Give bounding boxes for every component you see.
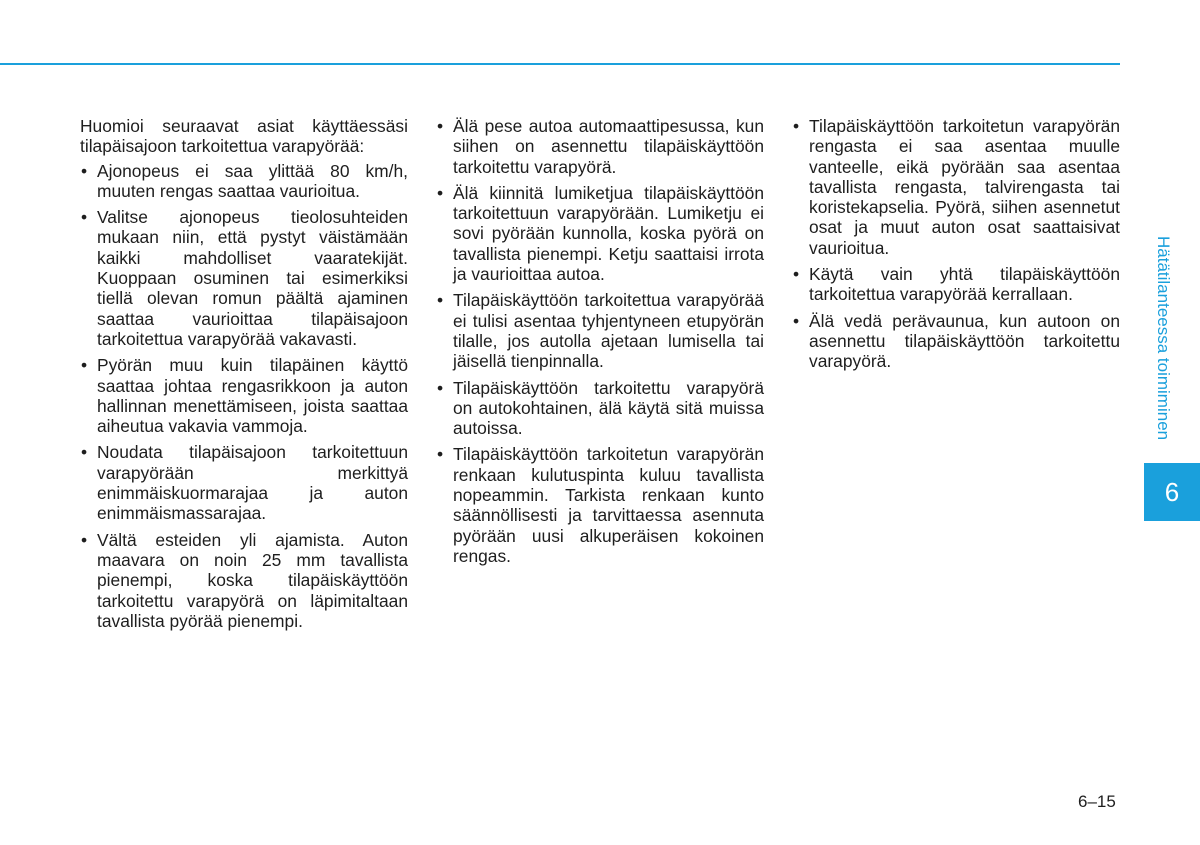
list-item-text: Älä kiinnitä lumiketjua tilapäiskäyttöön tarkoitettuun varapyörään. Lumiketju ei sovi pyörään kunnolla, koska pyörä on tavallista pienempi. Ketju saattaisi irrota ja vaurioittaa autoa. (453, 182, 764, 285)
chapter-tab: 6 (1144, 463, 1200, 521)
list-item-text: Vältä esteiden yli ajamista. Auton maavara on noin 25 mm tavallista pienempi, koska tilapäiskäyttöön tarkoitettu varapyörä on läpimitaltaan tavallista pyörää pienempi. (97, 529, 408, 631)
bullet-icon: • (437, 444, 444, 465)
bullet-icon: • (437, 290, 444, 311)
list-item-text: Pyörän muu kuin tilapäinen käyttö saattaa johtaa rengasrikkoon ja auton hallinnan menettämiseen, joista saattaa aiheutua vakavia vammoja. (97, 355, 408, 437)
bullet-icon: • (81, 207, 88, 228)
bullet-list (792, 116, 1120, 372)
list-item (80, 530, 408, 631)
bullet-list (80, 161, 408, 632)
bullet-icon: • (793, 264, 800, 285)
list-item-text: Tilapäiskäyttöön tarkoitetun varapyörän rengasta ei saa asentaa muulle vanteelle, eikä pyörään saa asentaa tavallista rengasta, talvirengasta tai koristekapselia. Pyörä, siihen asennetut osat ja muut auton osat saattaisivat vaurioitua. (809, 116, 1120, 258)
list-item-text: Käytä vain yhtä tilapäiskäyttöön tarkoitettua varapyörää kerrallaan. (809, 264, 1120, 305)
intro-paragraph: Huomioi seuraavat asiat käyttäessäsi tilapäisajoon tarkoitettua varapyörää: (80, 116, 408, 157)
list-item (80, 442, 408, 523)
list-item-text: Älä pese autoa automaattipesussa, kun siihen on asennettu tilapäiskäyttöön tarkoitettu varapyörä. (453, 116, 764, 177)
bullet-icon: • (81, 529, 88, 550)
list-item-text: Ajonopeus ei saa ylittää 80 km/h, muuten rengas saattaa vaurioitua. (97, 160, 408, 201)
bullet-icon: • (437, 116, 444, 136)
column-1 (80, 116, 408, 637)
list-item (436, 290, 764, 371)
bullet-icon: • (81, 160, 88, 181)
list-item (792, 311, 1120, 372)
list-item (436, 116, 764, 177)
list-item-text: Tilapäiskäyttöön tarkoitettua varapyörää ei tulisi asentaa tyhjentyneen etupyörän tilalle, jos autolla ajetaan lumisella tai jäisellä tienpinnalla. (453, 290, 764, 372)
list-item (80, 161, 408, 202)
list-item (436, 183, 764, 284)
bullet-icon: • (81, 355, 88, 376)
section-title: Hätätilanteessa toimiminen (1154, 236, 1173, 441)
list-item-text: Tilapäiskäyttöön tarkoitettu varapyörä on autokohtainen, älä käytä sitä muissa autoissa. (453, 377, 764, 439)
list-item-text: Valitse ajonopeus tieolosuhteiden mukaan niin, että pystyt väistämään kaikki mahdolliset vaaratekijät. Kuoppaan osuminen tai esimerkiksi tiellä olevan romun päältä ajaminen saattaa vaurioittaa tilapäisajoon tarkoitettua varapyörää vakavasti. (97, 207, 408, 349)
list-item (80, 355, 408, 436)
list-item-text: Älä vedä perävaunua, kun autoon on asennettu tilapäiskäyttöön tarkoitettu varapyörä. (809, 310, 1120, 372)
list-item (436, 444, 764, 566)
bullet-icon: • (793, 310, 800, 331)
column-2 (436, 116, 764, 572)
list-item (436, 378, 764, 439)
bullet-icon: • (437, 182, 444, 203)
header-rule (0, 63, 1120, 65)
list-item (80, 207, 408, 349)
column-3 (792, 116, 1120, 378)
list-item-text: Tilapäiskäyttöön tarkoitetun varapyörän renkaan kulutuspinta kuluu tavallista nopeammin. Tarkista renkaan kunto säännöllisesti ja tarvittaessa asennuta pyörään uusi alkuperäisen kokoinen rengas. (453, 444, 764, 566)
list-item-text: Noudata tilapäisajoon tarkoitettuun varapyörään merkittyä enimmäiskuormarajaa ja auton enimmäismassarajaa. (97, 442, 408, 524)
list-item (792, 116, 1120, 258)
page-number: 6–15 (1078, 792, 1116, 811)
bullet-icon: • (81, 442, 88, 463)
bullet-icon: • (437, 377, 444, 398)
bullet-icon: • (793, 116, 800, 136)
list-item (792, 264, 1120, 305)
bullet-list (436, 116, 764, 566)
